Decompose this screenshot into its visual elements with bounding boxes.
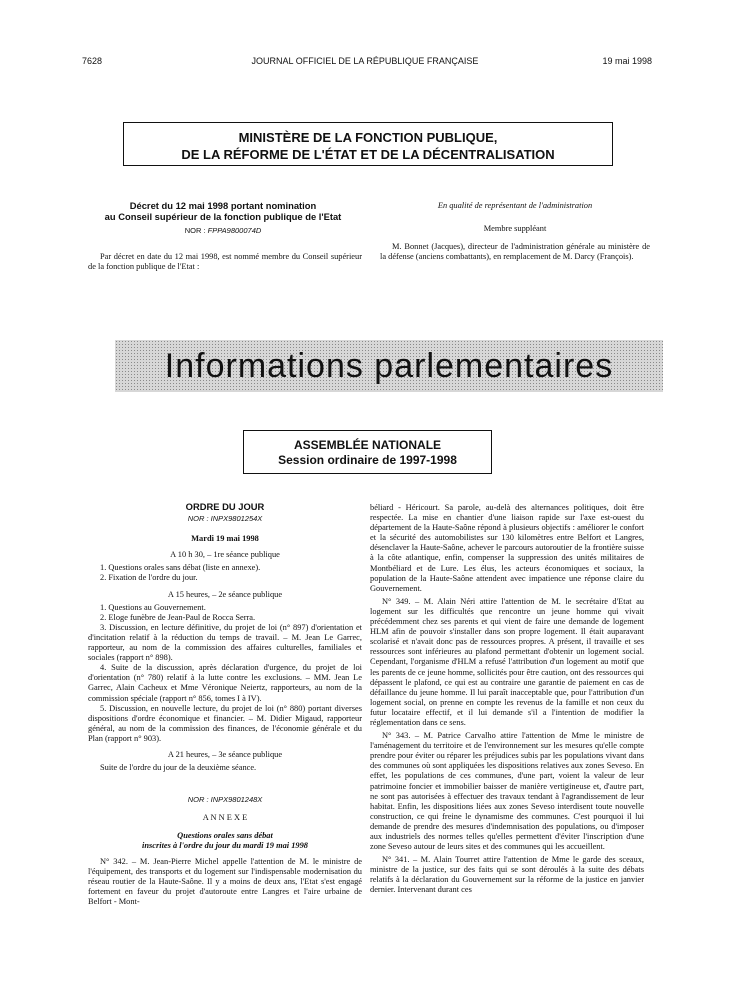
- session-1-item-2: 2. Fixation de l'ordre du jour.: [100, 573, 198, 583]
- decree-nor: [78, 226, 368, 235]
- annexe-heading: A N N E X E: [202, 813, 248, 823]
- ministry-line-1: MINISTÈRE DE LA FONCTION PUBLIQUE,: [238, 130, 498, 145]
- session-2-item-5: 5. Discussion, en nouvelle lecture, du projet de loi (n° 880) portant diverses dispositions d'ordre économique et financier. – M. Didier Migaud, rapporteur général, au nom de la commission des finances, de l'économie générale et du Plan (rapport n° 903).: [88, 703, 362, 743]
- member-heading: Membre suppléant: [483, 224, 547, 233]
- member-text: M. Bonnet (Jacques), directeur de l'administration générale au ministère de la défense (anciens combattants), en remplacement de M. Darcy (François).: [380, 242, 650, 262]
- questions-title-2: inscrites à l'ordre du jour du mardi 19 mai 1998: [142, 841, 308, 851]
- decree-title-line-1: Décret du 12 mai 1998 portant nomination: [129, 200, 317, 211]
- decree-body: Par décret en date du 12 mai 1998, est nommé membre du Conseil supérieur de la fonction publique de l'Etat :: [88, 252, 362, 272]
- question-341: N° 341. – M. Alain Tourret attire l'attention de Mme le garde des sceaux, ministre de la justice, sur des faits qui se sont déroulés à la suite des débats relatifs à la déclaration du Gouvernement sur la réforme de la justice en janvier dernier. Intervenant durant ces: [370, 855, 644, 895]
- session-1-item-1: 1. Questions orales sans débat (liste en annexe).: [100, 563, 261, 573]
- session-2-heading: A 15 heures, – 2e séance publique: [167, 589, 283, 599]
- banner-title: Informations parlementaires: [164, 347, 614, 385]
- assembly-box: [243, 430, 492, 474]
- questions-title-1: Questions orales sans débat: [177, 831, 273, 841]
- header-date: 19 mai 1998: [602, 56, 652, 66]
- session-3-heading: A 21 heures, – 3e séance publique: [167, 749, 283, 759]
- agenda-column: [88, 502, 362, 907]
- nor-label: NOR :: [184, 226, 206, 235]
- page-number: 7628: [82, 56, 103, 66]
- agenda-day: Mardi 19 mai 1998: [191, 534, 259, 544]
- question-342: N° 342. – M. Jean-Pierre Michel appelle l'attention de M. le ministre de l'équipement, des transports et du logement sur l'indispensable modernisation du réseau routier de la Haute-Saône. Il y a moins de deux ans, l'Etat s'est engagé fortement en faveur du projet d'autoroute entre Langres et l'aire urbaine de Belfort - Mont-: [88, 856, 362, 906]
- annexe-nor: NOR : INPX9801248X: [187, 795, 263, 805]
- question-349: N° 349. – M. Alain Néri attire l'attention de M. le secrétaire d'Etat au logement sur les difficultés que rencontre un jeune homme qui vivait précédemment chez ses parents et qui vient de faire une demande de logement HLM afin de pouvoir s'installer dans son propre logement. Il était auparavant scolarisé et n'avait donc pas de ressources propres. A présent, il travaille et ses ressources sont inférieures au plafond permettant d'obtenir un logement social. Cependant, l'organisme d'HLM a refusé l'attribution d'un logement au motif que les parents de ce jeune homme, sollicités pour être caution, ont des ressources qui dépassent le plafond, ce qui est au contraire une garantie de paiement en cas de défaillance du jeune homme. Il lui paraît inacceptable que, pour l'attribution d'un logement social, on prenne en compte les revenus de la famille et non ceux du futur locataire effectif, et il lui demande s'il a l'intention de modifier la réglementation dans ce sens.: [370, 596, 644, 727]
- session-2-item-3: 3. Discussion, en lecture définitive, du projet de loi (n° 897) d'orientation et d'incitation relatif à la réduction du temps de travail. – M. Jean Le Garrec, rapporteur, au nom de la commission des affaires culturelles, familiales et sociales (rapport n° 898).: [88, 622, 362, 663]
- session-2-item-1: 1. Questions au Gouvernement.: [100, 602, 206, 612]
- assembly-line-2: Session ordinaire de 1997-1998: [278, 453, 457, 467]
- question-342-continued: béliard - Héricourt. Sa parole, au-delà des alternances politiques, doit être respectée. La mise en chantier d'une liaison rapide sur l'axe est-ouest du département de la Haute-Saône répond à plusieurs objectifs : améliorer le confort et la sécurité des automobilistes sur 130 kilomètres entre Belfort et Langres, désenclaver la Haute-Saône, achever le parcours autoroutier de la frontière suisse à la côte atlantique, enfin, compenser la suppression des unités militaires de Montbéliard et de Lure. Les élus, les acteurs économiques et sociaux, la population de la Haute-Saône attendent avec impatience une réponse claire du Gouvernement.: [370, 503, 644, 593]
- agenda-title: ORDRE DU JOUR: [185, 501, 265, 512]
- session-3-text: Suite de l'ordre du jour de la deuxième séance.: [100, 763, 257, 773]
- question-343: N° 343. – M. Patrice Carvalho attire l'attention de Mme le ministre de l'aménagement du territoire et de l'environnement sur les mesures qu'elle compte prendre pour éviter ou réparer les préjudices subis par les populations vivant dans des communes où sont appliquées les dispositions relatives aux zones Seveso. En effet, les populations de ces communes, d'une part, voient la valeur de leur patrimoine foncier et immobilier baisser de manière vertigineuse et, d'autre part, ne sont pas autorisées à effectuer des travaux tendant à l'agrandissement de leur habitat. Enfin, les dispositions liées aux zones Seveso interdisent toute nouvelle construction, ce qui freine le dynamisme des communes. C'est pourquoi il lui demande de prendre des mesures d'indemnisation des populations, ou d'imposer aux industriels des normes telles qu'elles permettent d'éviter l'inscription d'une zone Seveso autour de leurs sites et des communes qui les accueillent.: [370, 731, 644, 852]
- nor-code: FPPA9800074D: [207, 226, 262, 235]
- ministry-box: [123, 122, 613, 166]
- agenda-nor: NOR : INPX9801254X: [187, 514, 263, 524]
- session-1-heading: A 10 h 30, – 1re séance publique: [170, 550, 280, 560]
- decree-title-line-2: au Conseil supérieur de la fonction publique de l'Etat: [104, 211, 342, 222]
- decree-title: [78, 200, 368, 222]
- session-2-item-2: 2. Eloge funèbre de Jean-Paul de Rocca Serra.: [100, 612, 256, 622]
- journal-title: JOURNAL OFFICIEL DE LA RÉPUBLIQUE FRANÇAISE: [251, 56, 479, 66]
- decree-role: En qualité de représentant de l'administration: [437, 201, 593, 210]
- session-2-item-4: 4. Suite de la discussion, après déclaration d'urgence, du projet de loi d'orientation (n° 780) relatif à la lutte contre les exclusions. – MM. Jean Le Garrec, Alain Cacheux et Mme Véronique Neiertz, rapporteurs, au nom de la commission spéciale (rapport n° 856, tomes I à IV).: [88, 663, 362, 703]
- assembly-line-1: ASSEMBLÉE NATIONALE: [293, 438, 442, 452]
- ministry-line-2: DE LA RÉFORME DE L'ÉTAT ET DE LA DÉCENTRALISATION: [181, 147, 555, 162]
- questions-column: [370, 503, 644, 896]
